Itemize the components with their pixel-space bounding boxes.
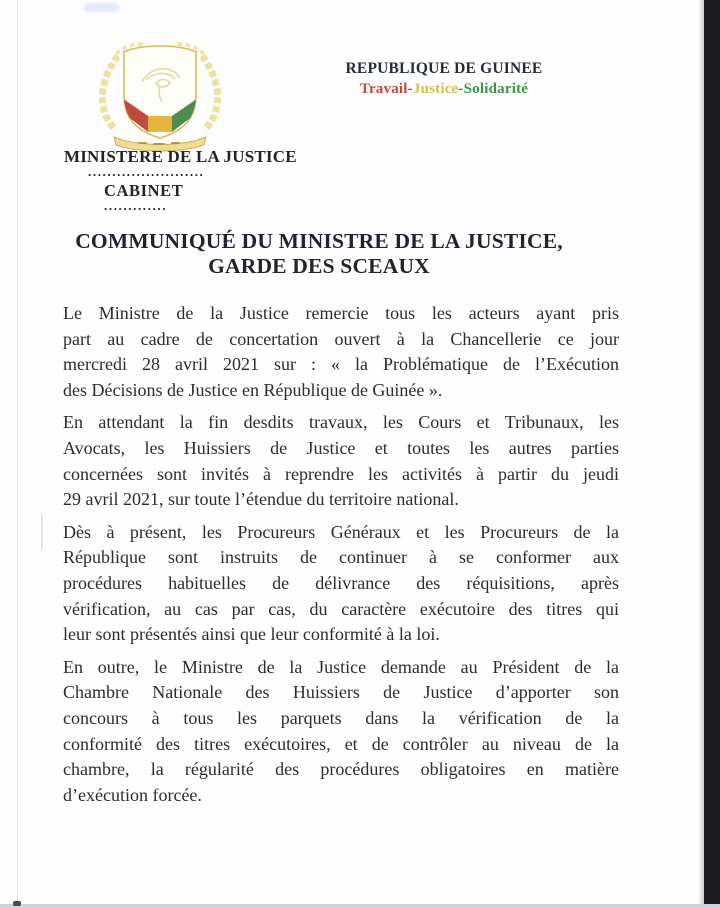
text-line: conformité des titres exécutoires, et de contrôler au niveau de la [63,733,619,754]
republic-title: REPUBLIQUE DE GUINEE [345,60,543,77]
motto-segment: - [458,81,464,97]
text-line: Chambre Nationale des Huissiers de Justice d’apporter son [63,682,619,703]
scan-edge-right [704,0,720,907]
motto-segment: Justice [412,81,459,97]
ministry-label: MINISTERE DE LA JUSTICE [64,147,297,166]
paragraph [63,655,619,809]
text-line: concernées sont invités à reprendre les activités à partir du jeudi [63,463,619,484]
text-line: vérification, au cas par cas, du caractère exécutoire des titres qui [63,598,619,619]
text-line: chambre, la régularité des procédures obligatoires en matière [63,759,619,780]
text-line: leur sont présentés ainsi que leur conformité à la loi. [63,624,440,645]
text-line: En attendant la fin desdits travaux, les Cours et Tribunaux, les [63,412,619,433]
motto-segment: - [407,81,413,97]
text-line: d’exécution forcée. [63,784,202,805]
dotted-line-1: ........................ [88,164,205,179]
paragraph [63,520,619,648]
text-line: mercredi 28 avril 2021 sur : « la Problématique de l’Exécution [63,354,619,375]
paragraph [63,301,619,403]
text-line: part au cadre de concertation ouvert à la Chancellerie ce jour [63,328,619,349]
text-line: Dès à présent, les Procureurs Généraux et les Procureurs de la [63,521,619,542]
motto-segment: Travail [359,81,408,97]
guinea-coat-of-arms-icon [86,40,234,152]
title-line-1: COMMUNIQUÉ DU MINISTRE DE LA JUSTICE, [75,229,563,253]
text-line: concours à tous les parquets dans la vérification de la [63,707,619,728]
communique-title [63,229,575,278]
wreath-left [102,56,118,130]
scan-margin-mark [41,514,43,550]
scan-smudge [84,3,120,12]
wreath-right [202,56,218,130]
communique-body [63,301,619,815]
title-line-2: GARDE DES SCEAUX [208,253,430,278]
paragraph [63,410,619,512]
republic-block [328,60,560,98]
motto [328,81,560,98]
text-line: procédures habituelles de délivrance des réquisitions, après [63,572,619,593]
text-line: Avocats, les Huissiers de Justice et toutes les autres parties [63,437,619,458]
text-line: 29 avril 2021, sur toute l’étendue du territoire national. [63,489,459,510]
cabinet-label: CABINET [104,181,184,200]
text-line: République sont instruits de continuer à se conformer aux [63,547,619,568]
text-line: des Décisions de Justice en République de Guinée ». [63,379,443,400]
page-fold-line [17,0,18,907]
text-line: En outre, le Ministre de la Justice demande au Président de la [63,656,619,677]
scan-artifact-dot [13,901,21,906]
dotted-line-2: ............. [104,198,168,213]
motto-segment: Solidarité [463,81,529,97]
text-line: Le Ministre de la Justice remercie tous les acteurs ayant pris [63,303,619,323]
